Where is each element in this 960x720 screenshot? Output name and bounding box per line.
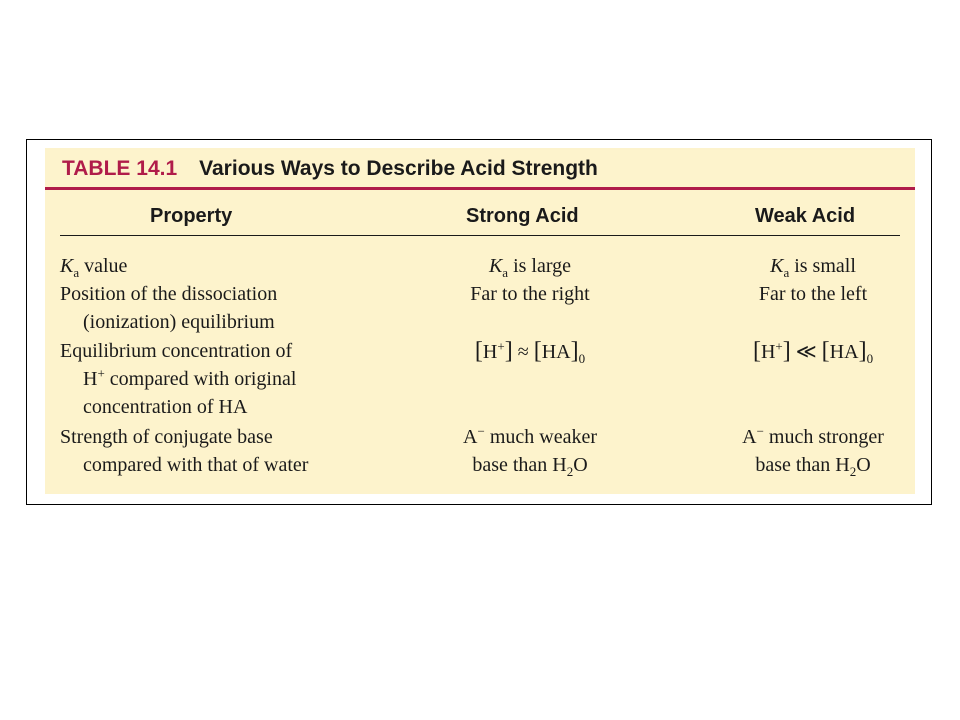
row-conjugate-weak-line2: base than $H_2O$: [755, 454, 871, 479]
row-concentration-weak: [H+] ≪ $[HA]_0$: [752, 338, 874, 366]
row-ka-weak: $K_a$ is small: [770, 255, 856, 280]
header-strong-acid: Strong Acid: [466, 205, 579, 227]
title-rule: [45, 187, 915, 190]
row-position-property-line1: Position of the dissociation: [60, 283, 278, 305]
row-ka-strong: $K_a$ is large: [488, 255, 572, 280]
header-weak-acid: Weak Acid: [755, 205, 856, 227]
row-position-property-line2: (ionization) equilibrium: [83, 311, 275, 333]
row-conjugate-strong-line2: base than $H_2O$: [472, 454, 588, 479]
approx-relation: ≈: [517, 341, 529, 363]
row-concentration-strong: $[H^+] \approx [HA]_0$: [474, 338, 586, 366]
row-concentration-property-line1: Equilibrium concentration of: [60, 340, 293, 362]
row-concentration-property-line2: H+ compared with original: [83, 365, 297, 390]
row-position-weak: Far to the left: [758, 283, 868, 305]
much-less-relation: ≪: [795, 341, 817, 363]
table-title: [62, 157, 598, 187]
row-conjugate-property-line2: compared with that of water: [83, 454, 309, 476]
header-property: Property: [150, 205, 233, 227]
row-conjugate-strong-line1: A− much weaker: [463, 423, 597, 448]
row-conjugate-property-line1: Strength of conjugate base: [60, 426, 273, 448]
table-caption: Various Ways to Describe Acid Strength: [199, 157, 598, 180]
row-conjugate-weak-line1: A− much stronger: [742, 423, 884, 448]
table-number: TABLE 14.1: [62, 157, 178, 180]
row-position-strong: Far to the right: [470, 283, 590, 305]
row-ka-property: $K_a$ value: [60, 255, 128, 280]
header-rule: [60, 235, 900, 236]
row-concentration-property-line3: concentration of HA: [83, 396, 248, 418]
